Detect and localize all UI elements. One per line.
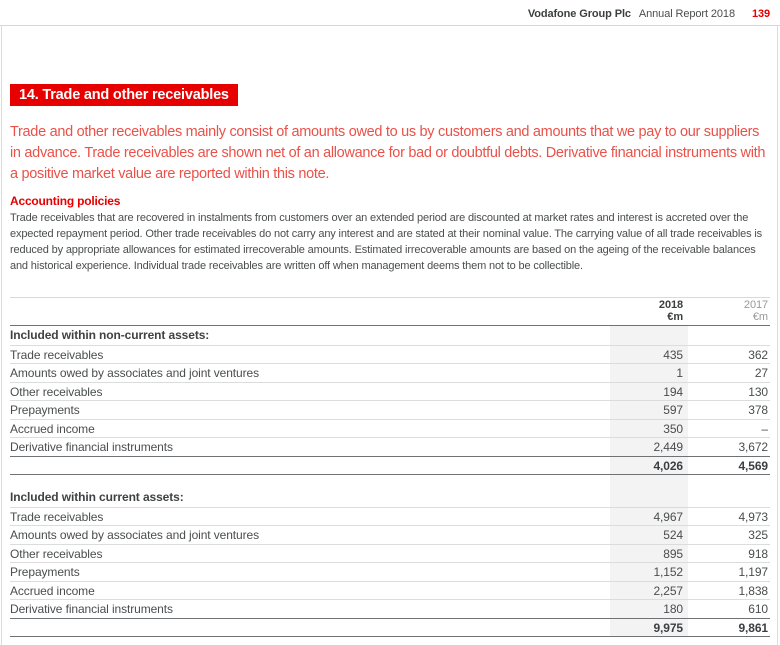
section-cell-2017 <box>688 326 770 345</box>
section-title: Included within non-current assets: <box>10 328 210 342</box>
value-2017: 362 <box>748 347 768 362</box>
total-2017: 9,861 <box>738 620 768 635</box>
value-2017: 3,672 <box>738 440 768 454</box>
page-header <box>528 8 770 21</box>
section-header-current <box>10 488 770 507</box>
total-2018: 9,975 <box>610 619 688 637</box>
value-2018: 895 <box>610 545 688 563</box>
table-row <box>10 562 770 581</box>
column-unit-2017: €m <box>752 311 768 323</box>
gap-shade <box>610 475 688 488</box>
value-2017: 1,197 <box>738 565 768 579</box>
section-title: Included within current assets: <box>10 490 184 504</box>
value-2017: 378 <box>748 403 768 417</box>
row-label: Other receivables <box>10 546 103 561</box>
page-number: 139 <box>751 8 770 20</box>
row-label: Derivative financial instruments <box>10 440 173 454</box>
value-2017: 130 <box>748 384 768 399</box>
value-2018: 435 <box>610 346 688 364</box>
total-2017: 4,569 <box>738 458 768 473</box>
row-label: Trade receivables <box>10 509 104 524</box>
section-gap <box>10 475 770 488</box>
section-cell-2018 <box>610 326 688 345</box>
table-row <box>10 437 770 456</box>
company-name: Vodafone Group Plc <box>527 8 631 20</box>
value-2018: 1,152 <box>610 563 688 581</box>
row-label: Accrued income <box>10 583 95 598</box>
section-header-non-current <box>10 326 770 345</box>
section-cell-2018 <box>610 488 688 507</box>
table-row <box>10 345 770 364</box>
row-label: Prepayments <box>10 565 80 579</box>
column-header-2018 <box>610 299 688 325</box>
row-label: Other receivables <box>10 384 103 399</box>
value-2017: 27 <box>754 366 768 380</box>
column-year-2017: 2017 <box>743 299 768 311</box>
total-2018: 4,026 <box>610 457 688 475</box>
table-row <box>10 544 770 563</box>
section-cell-2017 <box>688 488 770 507</box>
table-row <box>10 363 770 382</box>
value-2017: 4,973 <box>738 509 768 524</box>
gap-spacer <box>688 475 770 488</box>
value-2017: 325 <box>748 528 768 542</box>
accounting-policies-heading: Accounting policies <box>10 194 121 208</box>
value-2018: 1 <box>610 364 688 382</box>
table-row <box>10 382 770 401</box>
value-2018: 2,449 <box>610 438 688 456</box>
table-header-row <box>10 298 770 326</box>
header-rule <box>0 25 780 26</box>
value-2017: 610 <box>748 602 768 616</box>
gap-spacer <box>10 475 610 488</box>
row-label: Amounts owed by associates and joint ventures <box>10 528 259 542</box>
value-2018: 194 <box>610 383 688 401</box>
note-heading: 14. Trade and other receivables <box>10 84 238 106</box>
table-row <box>10 507 770 526</box>
row-label: Derivative financial instruments <box>10 602 173 616</box>
table-row <box>10 581 770 600</box>
row-label: Prepayments <box>10 403 80 417</box>
row-label: Trade receivables <box>10 347 104 362</box>
value-2017: 1,838 <box>738 583 768 598</box>
value-2018: 180 <box>610 600 688 618</box>
table-row <box>10 400 770 419</box>
report-title: Annual Report 2018 <box>638 8 735 20</box>
value-2018: 597 <box>610 401 688 419</box>
intro-paragraph: Trade and other receivables mainly consist of amounts owed to us by customers and amounts that we pay to our suppliers in advance. Trade receivables are shown net of an allowance for bad or doubtful debts. Derivative financial instruments with a positive market value are reported within this note. <box>10 124 766 182</box>
table-row <box>10 599 770 618</box>
total-spacer <box>10 457 610 475</box>
value-2018: 350 <box>610 420 688 438</box>
total-spacer <box>10 619 610 637</box>
value-2017: 918 <box>748 546 768 561</box>
row-label: Amounts owed by associates and joint ventures <box>10 366 259 380</box>
value-2018: 4,967 <box>610 508 688 526</box>
column-unit-2018: €m <box>667 311 683 323</box>
table-row <box>10 419 770 438</box>
column-year-2018: 2018 <box>658 299 683 311</box>
value-2018: 2,257 <box>610 582 688 600</box>
table-row <box>10 525 770 544</box>
total-row-non-current <box>10 456 770 476</box>
accounting-policies-text: Trade receivables that are recovered in instalments from customers over an extended period are discounted at market rates and interest is accreted over the expected repayment period. Other trade receivables do not carry any interest and are stated at their nominal value. The carrying value of all trade receivables is reduced by appropriate allowances for estimated irrecoverable amounts. Estimated irrecoverable amounts are based on the ageing of the receivable balances and historical experience. Individual trade receivables are written off when management deems them not to be collectible. <box>10 212 763 272</box>
column-header-2017 <box>688 299 770 325</box>
total-row-current <box>10 618 770 638</box>
value-2018: 524 <box>610 526 688 544</box>
row-label: Accrued income <box>10 421 95 436</box>
receivables-table <box>10 297 770 637</box>
value-2017: – <box>761 421 768 436</box>
